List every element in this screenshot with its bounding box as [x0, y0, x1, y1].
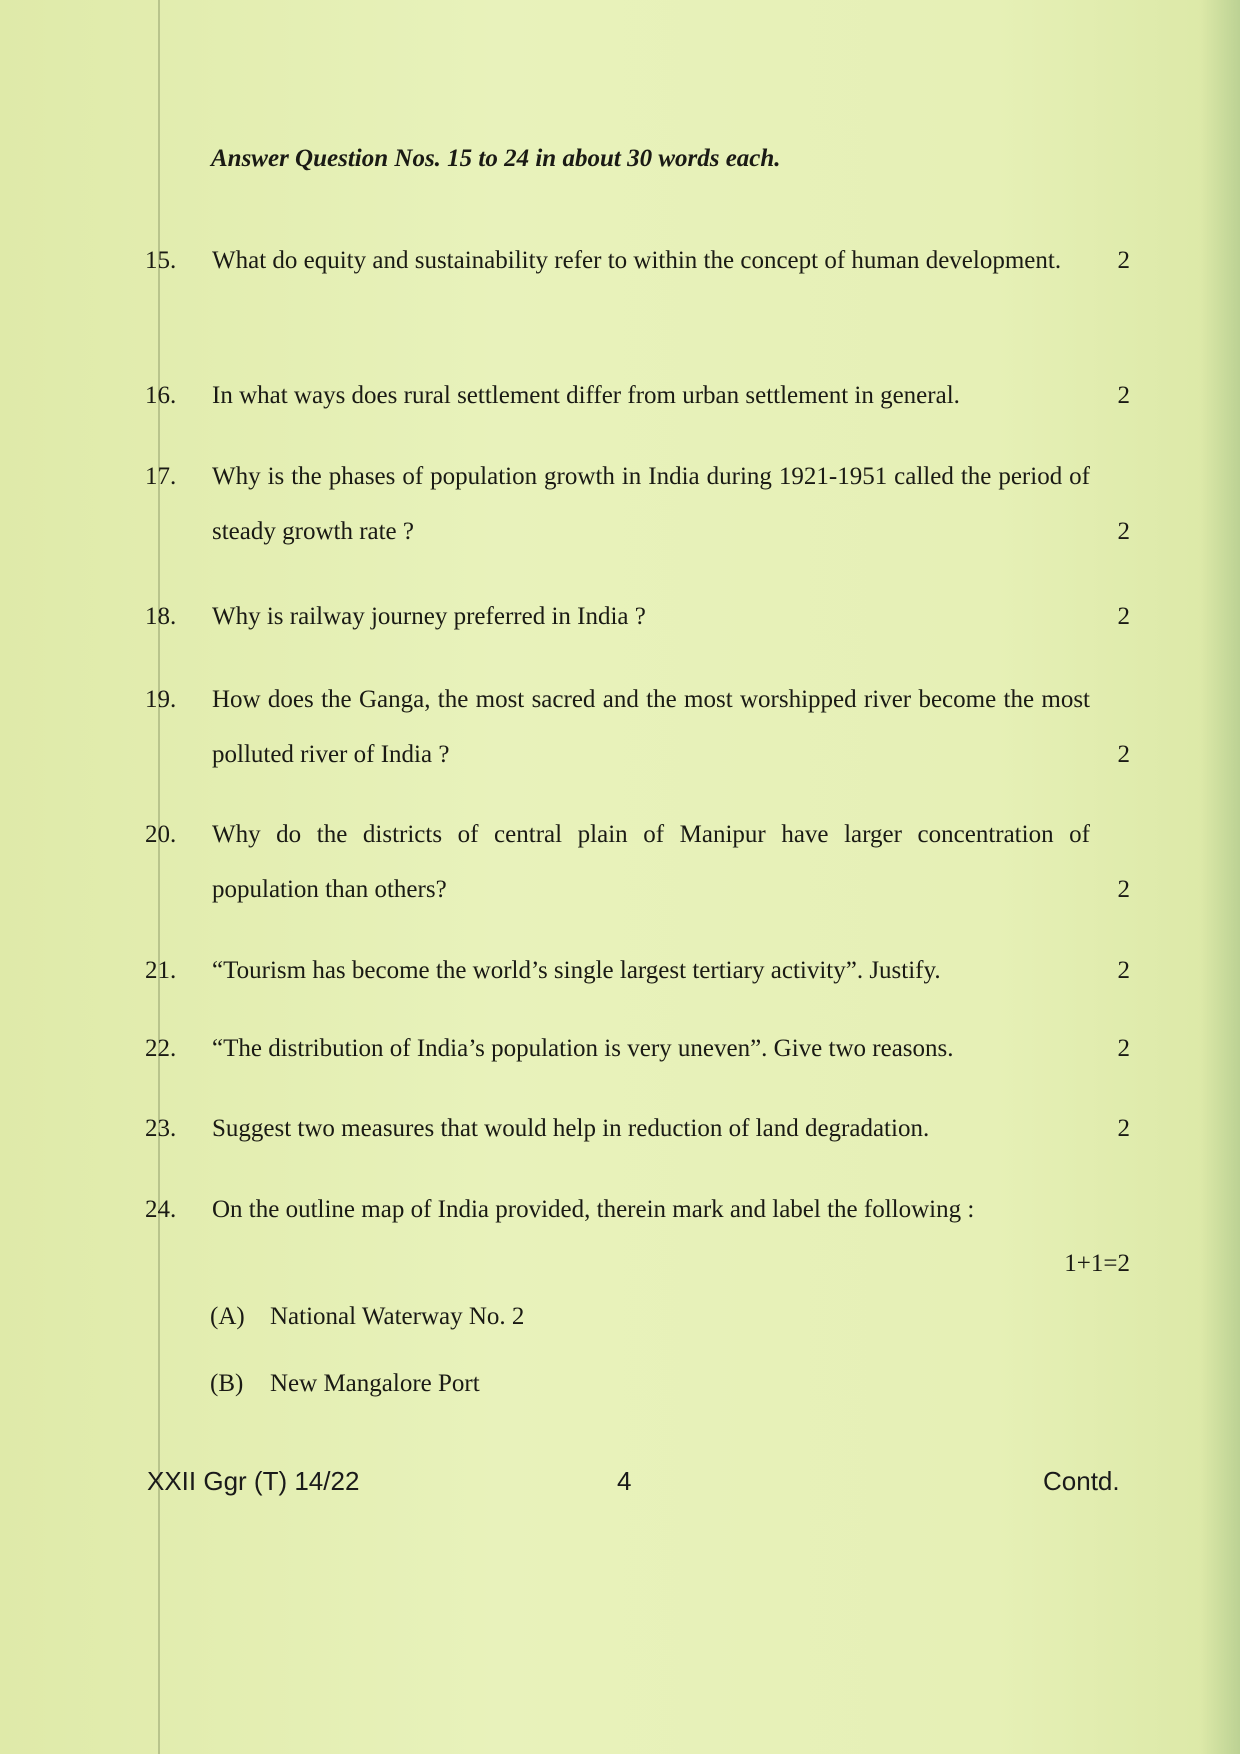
- page-number: 4: [617, 1466, 632, 1496]
- question-number: 22.: [145, 1035, 177, 1062]
- question-marks: 2: [1117, 518, 1130, 545]
- question-marks: 2: [1117, 741, 1130, 768]
- question-marks: 2: [1117, 603, 1130, 630]
- question-text: How does the Ganga, the most sacred and the most worshipped river become the most polluted river of India ?: [212, 686, 1090, 768]
- question-24: [145, 1182, 1130, 1237]
- question-text: In what ways does rural settlement differ from urban settlement in general.: [212, 382, 960, 409]
- question-text: What do equity and sustainability refer to within the concept of human development.: [212, 247, 1062, 274]
- sub-item-label: (A): [210, 1303, 245, 1330]
- sub-item-text: National Waterway No. 2: [270, 1303, 525, 1330]
- question-number: 24.: [145, 1196, 177, 1223]
- question-text: “Tourism has become the world’s single largest tertiary activity”. Justify.: [212, 957, 941, 984]
- question-marks: 2: [1117, 1115, 1130, 1142]
- question-marks: 2: [1117, 382, 1130, 409]
- question-marks: 2: [1117, 957, 1130, 984]
- question-number: 18.: [145, 603, 177, 630]
- question-22: [145, 1021, 1130, 1076]
- question-text: Why is railway journey preferred in India ?: [212, 603, 646, 630]
- question-number: 21.: [145, 957, 177, 984]
- question-23: [145, 1101, 1130, 1156]
- question-17: [145, 449, 1130, 559]
- question-marks: 1+1=2: [1064, 1250, 1130, 1277]
- question-text: “The distribution of India’s population is very uneven”. Give two reasons.: [212, 1035, 954, 1062]
- page-edge-shadow: [1200, 0, 1240, 1754]
- question-number: 19.: [145, 686, 177, 713]
- question-15: [145, 233, 1130, 288]
- sub-item-label: (B): [210, 1370, 244, 1397]
- question-marks: 2: [1117, 1035, 1130, 1062]
- continued-label: Contd.: [1043, 1466, 1120, 1496]
- section-instruction: Answer Question Nos. 15 to 24 in about 30 words each.: [211, 145, 781, 172]
- question-number: 23.: [145, 1115, 177, 1142]
- question-text: Why do the districts of central plain of Manipur have larger concentration of population than others?: [212, 821, 1090, 903]
- question-16: [145, 368, 1130, 423]
- question-number: 15.: [145, 247, 177, 274]
- question-text: Why is the phases of population growth in India during 1921-1951 called the period of steady growth rate ?: [212, 463, 1090, 545]
- question-number: 16.: [145, 382, 177, 409]
- question-21: [145, 943, 1130, 998]
- question-19: [145, 672, 1130, 782]
- sub-item-b: [210, 1370, 480, 1398]
- question-20: [145, 807, 1130, 917]
- question-text: Suggest two measures that would help in reduction of land degradation.: [212, 1115, 930, 1142]
- question-marks: 2: [1117, 247, 1130, 274]
- paper-code: XXII Ggr (T) 14/22: [147, 1466, 360, 1496]
- question-marks: 2: [1117, 876, 1130, 903]
- sub-item-a: [210, 1303, 524, 1331]
- question-number: 17.: [145, 463, 177, 490]
- question-text: On the outline map of India provided, therein mark and label the following :: [212, 1196, 975, 1223]
- question-18: [145, 589, 1130, 644]
- question-number: 20.: [145, 821, 177, 848]
- sub-item-text: New Mangalore Port: [270, 1370, 480, 1397]
